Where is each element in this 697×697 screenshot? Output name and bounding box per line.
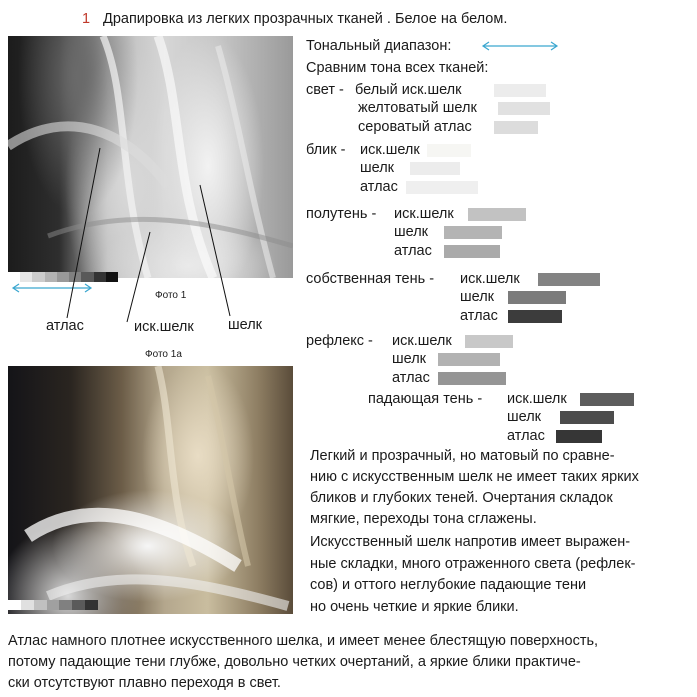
caption-photo-1: Фото 1 [155,290,187,301]
label-atlas: атлас [46,318,84,334]
svet-item-3: сероватый атлас [358,119,472,135]
swatch-poluten-1 [468,208,526,221]
paragraph-right-line-2: нию с искусственным шелк не имеет таких ярких [310,469,639,485]
swatch-refleks-3 [438,372,506,385]
swatch-padayushchaya-1 [580,393,634,406]
title-number: 1 [82,11,91,27]
swatch-refleks-1 [465,335,513,348]
swatch-padayushchaya-3 [556,430,602,443]
group-ten-label: собственная тень - [306,271,435,287]
group-refleks-label: рефлекс - [306,333,373,349]
ten-item-3: атлас [460,308,498,324]
photo-1a [8,366,293,614]
swatch-svet-2 [498,102,550,115]
label-silk: шелк [228,317,263,333]
tonal-range-arrow [480,40,560,52]
poluten-item-1: иск.шелк [394,206,454,222]
padayushchaya-item-1: иск.шелк [507,391,567,407]
blik-item-1: иск.шелк [360,142,420,158]
padayushchaya-item-3: атлас [507,428,545,444]
paragraph-right-line-7: сов) и оттого неглубокие падающие тени [310,577,587,593]
paragraph-right-line-3: бликов и глубоких теней. Очертания складок [310,490,613,506]
caption-photo-1a: Фото 1а [145,349,182,360]
refleks-item-3: атлас [392,370,430,386]
swatch-padayushchaya-2 [560,411,614,424]
ten-item-2: шелк [460,289,495,305]
padayushchaya-item-2: шелк [507,409,542,425]
tonal-scale-photo-1a [8,600,98,610]
svet-item-1: белый иск.шелк [355,82,462,98]
paragraph-bottom-line-1: Атлас намного плотнее искусственного шелка, и имеет менее блестящую поверхность, [8,633,599,649]
swatch-ten-2 [508,291,566,304]
poluten-item-2: шелк [394,224,429,240]
svet-item-2: желтоватый шелк [358,100,477,116]
group-blik-label: блик - [306,142,346,158]
swatch-blik-2 [410,162,460,175]
paragraph-bottom-line-3: ски отсутствуют плавно переходя в свет. [8,675,281,691]
paragraph-right-line-6: ные складки, много отраженного света (рефлек- [310,556,636,572]
swatch-ten-3 [508,310,562,323]
paragraph-bottom-line-2: потому падающие тени глубже, довольно четких очертаний, а яркие блики практиче- [8,654,581,670]
group-svet-label: свет - [306,82,344,98]
compare-heading: Сравним тона всех тканей: [306,60,489,76]
group-padayushchaya-label: падающая тень - [368,391,483,407]
swatch-ten-1 [538,273,600,286]
swatch-refleks-2 [438,353,500,366]
blik-item-3: атлас [360,179,398,195]
paragraph-right-line-1: Легкий и прозрачный, но матовый по сравне- [310,448,615,464]
swatch-blik-3 [406,181,478,194]
swatch-svet-3 [494,121,538,134]
swatch-poluten-2 [444,226,502,239]
paragraph-right-line-5: Искусственный шелк напротив имеет выражен- [310,534,631,550]
ten-item-1: иск.шелк [460,271,520,287]
page-title: Драпировка из легких прозрачных тканей . Белое на белом. [103,11,508,27]
swatch-svet-1 [494,84,546,97]
label-silk-art: иск.шелк [134,319,194,335]
paragraph-right-line-8: но очень четкие и яркие блики. [310,599,519,615]
swatch-blik-1 [427,144,471,157]
refleks-item-1: иск.шелк [392,333,452,349]
group-poluten-label: полутень - [306,206,377,222]
blik-item-2: шелк [360,160,395,176]
paragraph-right-line-4: мягкие, переходы тона сглажены. [310,511,537,527]
tonal-range-label: Тональный диапазон: [306,38,452,54]
swatch-poluten-3 [444,245,500,258]
pointer-lines [0,0,300,330]
refleks-item-2: шелк [392,351,427,367]
poluten-item-3: атлас [394,243,432,259]
